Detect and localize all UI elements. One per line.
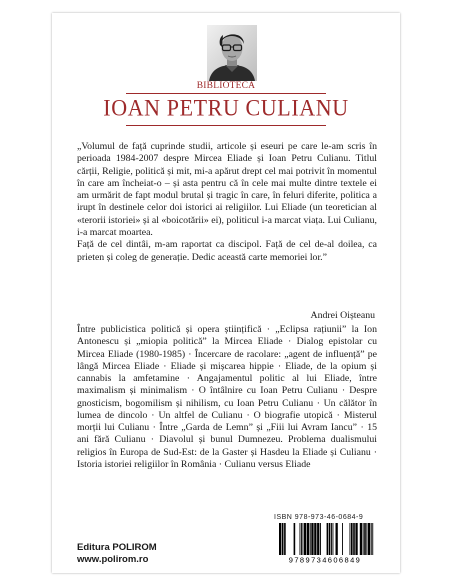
contents-item: O întâlnire cu Ioan Petru Culianu: [198, 385, 338, 397]
blurb-signature: Andrei Oișteanu: [310, 310, 375, 321]
contents-item: Dialog epistolar cu Mircea Eliade (1980-1985): [77, 336, 377, 360]
contents-item: Despre gnosticism, bogomilism și nihilism, cu Ioan Petru Culianu: [77, 385, 378, 409]
publisher-website: www.polirom.ro: [77, 554, 149, 565]
publisher-name: Editura POLIROM: [77, 542, 157, 553]
book-back-cover: [52, 13, 400, 573]
contents-item: „Eclipsa rațiunii” la Ion Antonescu și „miopia politică” la Mircea Eliade: [77, 324, 377, 348]
contents-separator: ·: [216, 458, 225, 470]
contents-separator: ·: [332, 409, 344, 421]
contents-separator: ·: [185, 348, 195, 360]
series-label: BIBLIOTECA: [196, 81, 256, 91]
contents-item: Istoria istoriei religiilor în România: [77, 458, 217, 470]
isbn-label: ISBN 978-973-46-0684-9: [274, 514, 364, 521]
contents-item: O biografie utopică: [253, 409, 333, 421]
blurb-paragraph: Față de cel dintâi, m-am raportat ca discipol. Față de cel de-al doilea, ca prieten și coleg de generație. Dedic această carte memoriei lor.”: [77, 239, 377, 263]
contents-item: Culianu versus Eliade: [224, 458, 311, 470]
contents-item: Între publicistica politică și opera științifică: [77, 324, 262, 335]
blurb-paragraph: „Volumul de față cuprinde studii, articole și eseuri pe care le-am scris în perioada 1984-2007 despre Mircea Eliade și Ioan Petru Culianu. Titlul cărții, Religie, politică și mit, mi-a apărut drept cel mai potrivit în momentul în care am încheiat-o – și asta pentru că în cele mai multe dintre textele ei am urmărit de fapt modul brutal și tragic în care, în feluri diferite, politica a irupt în destinele celor doi istorici ai religiilor. Lui Eliade (un teoretician al «terorii istoriei» și al «boicotării» ei), politicul i-a marcat viața. Lui Culianu, i-a marcat moartea.: [77, 141, 377, 239]
contents-item: 15 ani fără Culianu: [77, 422, 377, 446]
contents-item: Încercare de racolare: „agent de influență” pe lângă Mircea Eliade: [77, 348, 378, 372]
barcode-digits: 9789734606849: [288, 555, 362, 563]
isbn-barcode: [273, 523, 378, 563]
contents-separator: ·: [370, 446, 377, 458]
contents-item: Eliade și mișcarea hippie: [170, 360, 274, 372]
contents-separator: ·: [187, 385, 199, 397]
author-portrait-image: [207, 25, 257, 81]
contents-item: Un altfel de Culianu: [158, 409, 243, 421]
contents-separator: ·: [242, 409, 254, 421]
contents-item: Între „Garda de Lemn” și „Fiii lui Avram Iancu”: [159, 422, 358, 433]
portrait-svg: [207, 25, 257, 81]
contents-item: Diavolul și bunul Dumnezeu. Problema dualismului religios în Europa de Sud-Est: de la Gaster și Hasdeu la Eliade și Culianu: [77, 434, 377, 458]
contents-item: Eliade, de la opium și cannabis la amfetamine: [77, 360, 377, 384]
contents-separator: ·: [261, 324, 276, 335]
blurb-quote: [77, 141, 377, 264]
contents-separator: ·: [145, 434, 160, 446]
contents-separator: ·: [149, 422, 160, 433]
contents-separator: ·: [313, 397, 324, 409]
series-rule-bottom: [126, 125, 326, 126]
contents-list: [77, 324, 377, 471]
contents-separator: ·: [357, 422, 368, 433]
contents-separator: ·: [273, 360, 286, 372]
contents-item: Un călător în lumea de dincolo: [77, 397, 377, 421]
contents-item: Angajamentul politic al lui Eliade, între maximalism și minimalism: [77, 373, 378, 397]
series-title: IOAN PETRU CULIANU: [103, 94, 349, 121]
contents-item: Misterul morții lui Culianu: [77, 409, 378, 433]
contents-separator: ·: [282, 336, 297, 348]
contents-separator: ·: [147, 409, 159, 421]
contents-separator: ·: [337, 385, 350, 397]
contents-separator: ·: [159, 360, 171, 372]
contents-separator: ·: [179, 373, 197, 384]
